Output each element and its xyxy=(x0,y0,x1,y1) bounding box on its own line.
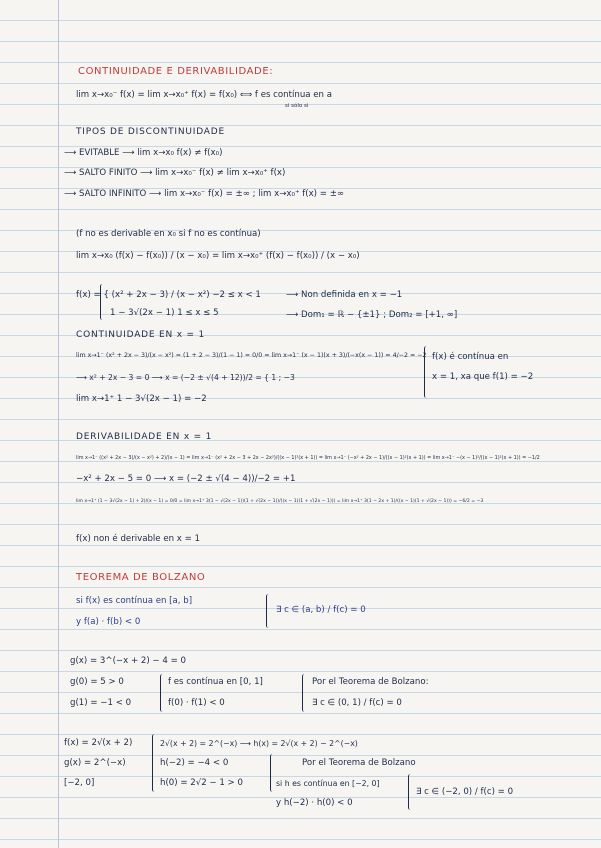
example3-h-def: 2√(x + 2) = 2^(−x) ⟶ h(x) = 2√(x + 2) − 2^(−x) xyxy=(160,739,358,748)
derivative-definition: lim x→x₀ (f(x) − f(x₀)) / (x − x₀) = lim x→x₀⁺ (f(x) − f(x₀)) / (x − x₀) xyxy=(76,251,360,261)
bolzano-statement-1: si f(x) es contínua en [a, b] xyxy=(76,596,193,606)
continuity-left-limit: lim x→1⁻ (x² + 2x − 3)/(x − x²) = (1 + 2 − 3)/(1 − 1) = 0/0 = lim x→1⁻ (x − 1)(x + 3)/(−x(x − 1)) = 4/−2 = −2 xyxy=(76,352,427,359)
example3-result: ∃ c ∈ (−2, 0) / f(c) = 0 xyxy=(416,787,514,797)
non-defined-note: ⟶ Non definida en x = −1 xyxy=(286,290,403,300)
continuity-conclusion-2: x = 1, xa que f(1) = −2 xyxy=(432,372,534,382)
margin-line xyxy=(58,0,59,848)
example2-right-1: Por el Teorema de Bolzano: xyxy=(312,677,429,687)
bolzano-title: TEOREMA DE BOLZANO xyxy=(76,572,206,583)
bolzano-brace xyxy=(266,594,271,628)
example3-brace-3 xyxy=(408,774,413,810)
continuity-conclusion-1: f(x) é contínua en xyxy=(432,352,509,362)
example3-f: f(x) = 2√(x + 2) xyxy=(64,738,133,748)
domains-note: ⟶ Dom₁ = ℝ − {±1} ; Dom₂ = [+1, ∞] xyxy=(286,310,458,320)
continuity-brace xyxy=(424,346,429,398)
type-removable: ⟶ EVITABLE ⟶ lim x→x₀ f(x) ≠ f(x₀) xyxy=(64,148,223,158)
example3-g: g(x) = 2^(−x) xyxy=(64,758,126,768)
iff-note: si sólo si xyxy=(285,103,309,109)
continuity-definition: lim x→x₀⁻ f(x) = lim x→x₀⁺ f(x) = f(x₀) ⟺ f es contínua en a xyxy=(76,90,332,100)
bolzano-result: ∃ c ∈ (a, b) / f(c) = 0 xyxy=(276,605,366,615)
example3-right-2: si h es contínua en [−2, 0] xyxy=(276,779,380,788)
derivability-conclusion: f(x) non é derivable en x = 1 xyxy=(76,534,201,544)
example3-h-minus2: h(−2) = −4 < 0 xyxy=(160,758,229,768)
example3-right-1: Por el Teorema de Bolzano xyxy=(302,758,416,768)
continuity-right-limit: lim x→1⁺ 1 − 3√(2x − 1) = −2 xyxy=(76,394,207,404)
example3-brace-2 xyxy=(270,754,275,792)
example3-interval: [−2, 0] xyxy=(64,778,95,788)
continuity-title: CONTINUIDADE EN x = 1 xyxy=(76,330,206,340)
example2-g0: g(0) = 5 > 0 xyxy=(70,677,124,687)
example2-g1: g(1) = −1 < 0 xyxy=(70,698,132,708)
example2-brace-2 xyxy=(302,674,307,712)
derivability-note: (f no es derivable en x₀ si f no es contínua) xyxy=(76,229,261,239)
example3-brace-1 xyxy=(152,734,157,792)
example2-brace-1 xyxy=(160,674,165,712)
derivability-left-limit: lim x→1⁻ ((x² + 2x − 3)/(x − x²) + 2)/(x − 1) = lim x→1⁻ (x² + 2x − 3 + 2x − 2x²)/((x − 1)²(x + 1)) = lim x→1⁻ (−x² + 2x − 1)/((x − 1)²(x + 1)) = lim x→1⁻ −(x − 1)²/((x − 1)²(x + 1)) = −1/2 xyxy=(76,455,540,461)
example3-right-3: y h(−2) · h(0) < 0 xyxy=(276,798,353,808)
section-title-continuity: CONTINUIDADE E DERIVABILIDADE: xyxy=(78,66,274,77)
example2-right-2: ∃ c ∈ (0, 1) / f(c) = 0 xyxy=(312,698,402,708)
bolzano-statement-2: y f(a) · f(b) < 0 xyxy=(76,617,141,627)
example3-h-0: h(0) = 2√2 − 1 > 0 xyxy=(160,778,243,788)
derivability-roots: −x² + 2x − 5 = 0 ⟶ x = (−2 ± √(4 − 4))/−2 = +1 xyxy=(76,474,296,484)
example2-equation: g(x) = 3^(−x + 2) − 4 = 0 xyxy=(70,656,186,666)
continuity-roots: ⟶ x² + 2x − 3 = 0 ⟶ x = (−2 ± √(4 + 12))/2 = { 1 ; −3 xyxy=(76,373,295,382)
derivability-title: DERIVABILIDADE EN x = 1 xyxy=(76,432,213,442)
example2-middle-1: f es contínua en [0, 1] xyxy=(168,677,263,687)
type-infinite-jump: ⟶ SALTO INFINITO ⟶ lim x→x₀⁻ f(x) = ±∞ ; lim x→x₀⁺ f(x) = ±∞ xyxy=(64,189,345,199)
type-finite-jump: ⟶ SALTO FINITO ⟶ lim x→x₀⁻ f(x) ≠ lim x→x₀⁺ f(x) xyxy=(64,168,286,178)
piecewise-function-top: f(x) = { (x² + 2x − 3) / (x − x²) −2 ≤ x < 1 xyxy=(76,290,261,300)
types-title: TIPOS DE DISCONTINUIDADE xyxy=(76,127,225,137)
piecewise-function-bottom: 1 − 3√(2x − 1) 1 ≤ x ≤ 5 xyxy=(110,308,219,318)
example2-middle-2: f(0) · f(1) < 0 xyxy=(168,698,225,708)
derivability-right-limit: lim x→1⁺ (1 − 3√(2x − 1) + 2)/(x − 1) = 0/0 = lim x→1⁺ 3(1 − √(2x − 1))(1 + √(2x − 1))/((x − 1)(1 + √(2x − 1))) = lim x→1⁺ 3(1 − 2x + 1)/((x − 1)(1 + √(2x − 1))) = −6/2 = −3 xyxy=(76,499,484,504)
